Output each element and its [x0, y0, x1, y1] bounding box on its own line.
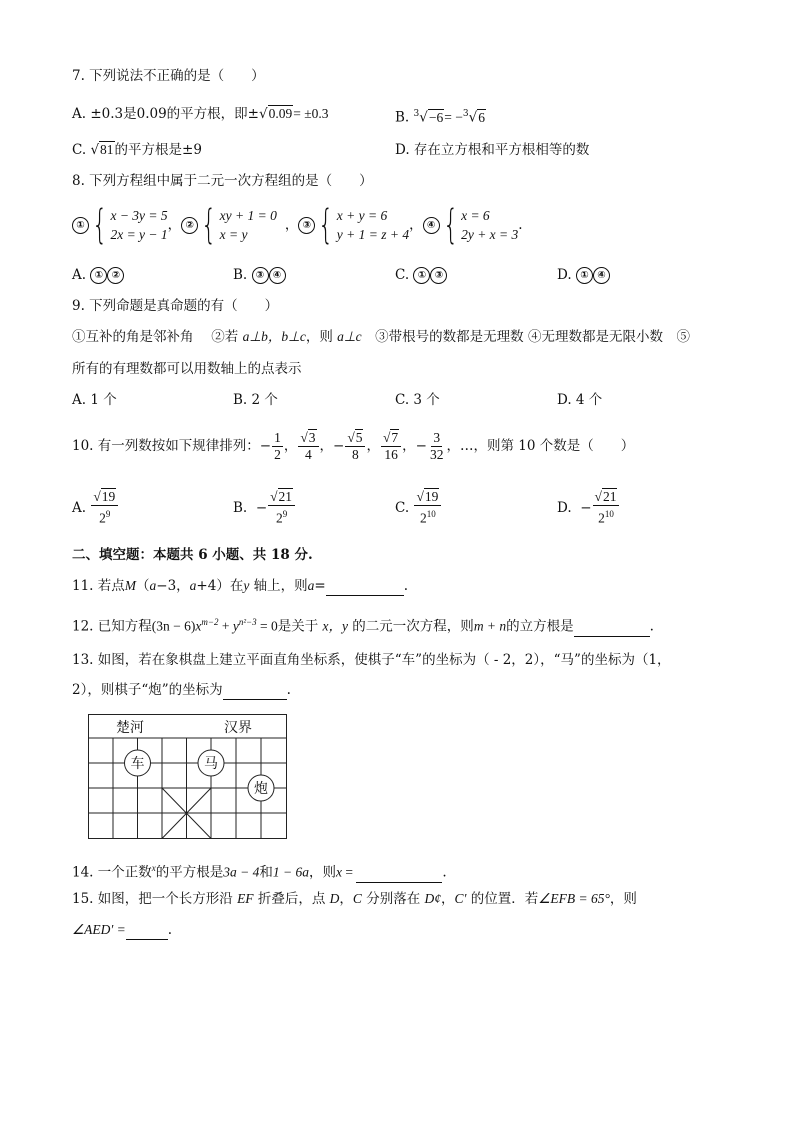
q11: 11. 若点M（a−3，a+4）在y 轴上，则a= .	[72, 578, 408, 594]
chess-board-svg	[88, 714, 288, 840]
q8-option-a: A. ① ②	[72, 265, 124, 285]
q14-answer-blank[interactable]	[356, 882, 442, 883]
q13-line1: 13. 如图，若在象棋盘上建立平面直角坐标系，使棋子“车”的坐标为（ - 2，2），“马”的坐标为（1，	[72, 652, 671, 668]
system-1: { x − 3y = 5 2x = y − 1	[92, 202, 168, 248]
system-3: { x + y = 6 y + 1 = z + 4	[318, 202, 410, 248]
q15-line1: 15. 如图，把一个长方形沿 EF 折叠后，点 D，C 分别落在 D¢，C′ 的位置．若∠EFB = 65°，则	[72, 891, 637, 907]
piece-pao	[248, 775, 274, 801]
mark-4: ④	[423, 217, 440, 234]
system-2: { xy + 1 = 0 x = y	[201, 202, 277, 248]
river-label-left: 楚河	[116, 720, 144, 736]
seq-term-5: $\frac{3}{32}$	[429, 429, 444, 462]
piece-che	[125, 750, 151, 776]
mark-1: ①	[72, 217, 89, 234]
q9-option-b: B. 2 个	[233, 392, 278, 408]
seq-term-3: $\frac{√5}{8}$	[345, 430, 365, 463]
q10-option-b: B. − $\frac{√21}{2^9}$	[233, 488, 296, 528]
q9-statements-line1: ①互补的角是邻补角 ②若 a⊥b，b⊥c，则 a⊥c ③带根号的数都是无理数 ④无理数都是无限小数 ⑤	[72, 329, 690, 345]
q7-option-a: A. ±0.3是0.09的平方根，即±√0.09= ±0.3	[72, 106, 329, 122]
q7-option-c: C. √81的平方根是±9	[72, 142, 202, 158]
q10-option-d: D. − $\frac{√21}{2^{10}}$	[557, 488, 620, 528]
q12-answer-blank[interactable]	[574, 636, 650, 637]
q9-option-d: D. 4 个	[557, 392, 603, 408]
seq-term-4: √7 16	[381, 430, 401, 463]
seq-term-2: √3 4	[298, 430, 318, 463]
mark-2: ②	[181, 217, 198, 234]
q9-stem: 9. 下列命题是真命题的有（ ）	[72, 298, 279, 314]
q8-systems: ① { x − 3y = 5 2x = y − 1 ， ② { xy + 1 = 0 x = y ， ③ { x + y = 6 y + 1 = z + 4 ， ④ { x = 6 2y + x = 3 .	[72, 203, 523, 247]
river-label-right: 汉界	[224, 720, 252, 736]
section-heading: 二、填空题：本题共 6 小题、共 18 分.	[72, 547, 313, 563]
q10-option-c: C. √19 $2^{10}$	[395, 488, 442, 528]
q11-answer-blank[interactable]	[326, 595, 404, 596]
seq-term-1: $\frac{1}{2}$	[274, 429, 281, 462]
piece-ma	[198, 750, 224, 776]
q15-answer-blank[interactable]	[126, 939, 168, 940]
q13-line2: 2），则棋子“炮”的坐标为 .	[72, 682, 291, 698]
q8-option-d: D. ① ④	[557, 265, 610, 285]
mark-3: ③	[298, 217, 315, 234]
q8-option-c: C. ① ③	[395, 265, 447, 285]
svg-text:炮: 炮	[254, 781, 268, 797]
q8-option-b: B. ③ ④	[233, 265, 286, 285]
chess-board-figure	[88, 714, 288, 844]
q13-answer-blank[interactable]	[223, 699, 287, 700]
svg-text:马: 马	[204, 756, 218, 772]
q9-statements-line2: 所有的有理数都可以用数轴上的点表示	[72, 361, 302, 377]
q10-option-a: A. √19 $2^9$	[72, 488, 119, 528]
q7-option-b: B. $^3$√−6= −$^3$√6	[395, 109, 485, 126]
q7-stem: 7. 下列说法不正确的是（ ）	[72, 68, 265, 84]
svg-text:车: 车	[130, 756, 145, 772]
q7-option-d: D. 存在立方根和平方根相等的数	[395, 142, 590, 158]
q10-stem: 10. 有一列数按如下规律排列： − $\frac{1}{2}$ ， √3 4 ， − $\frac{√5}{8}$ ， √7 16 ， − $\frac{3}{32}$ ，…，则第 10 个数是（ ）	[72, 429, 635, 462]
q15-line2: ∠AED′ = .	[72, 922, 173, 938]
system-4: { x = 6 2y + x = 3	[442, 202, 519, 248]
q9-option-a: A. 1 个	[72, 392, 117, 408]
q14: 14. 一个正数$^x$的平方根是3a − 4和1 − 6a，则x = .	[72, 863, 447, 881]
q12: 12. 已知方程$(3n - 6)x^{m-2} + y^{n^2-3} = 0$是关于 x，y 的二元一次方程，则m + n的立方根是 .	[72, 617, 654, 635]
q9-option-c: C. 3 个	[395, 392, 440, 408]
q8-stem: 8. 下列方程组中属于二元一次方程组的是（ ）	[72, 173, 373, 189]
